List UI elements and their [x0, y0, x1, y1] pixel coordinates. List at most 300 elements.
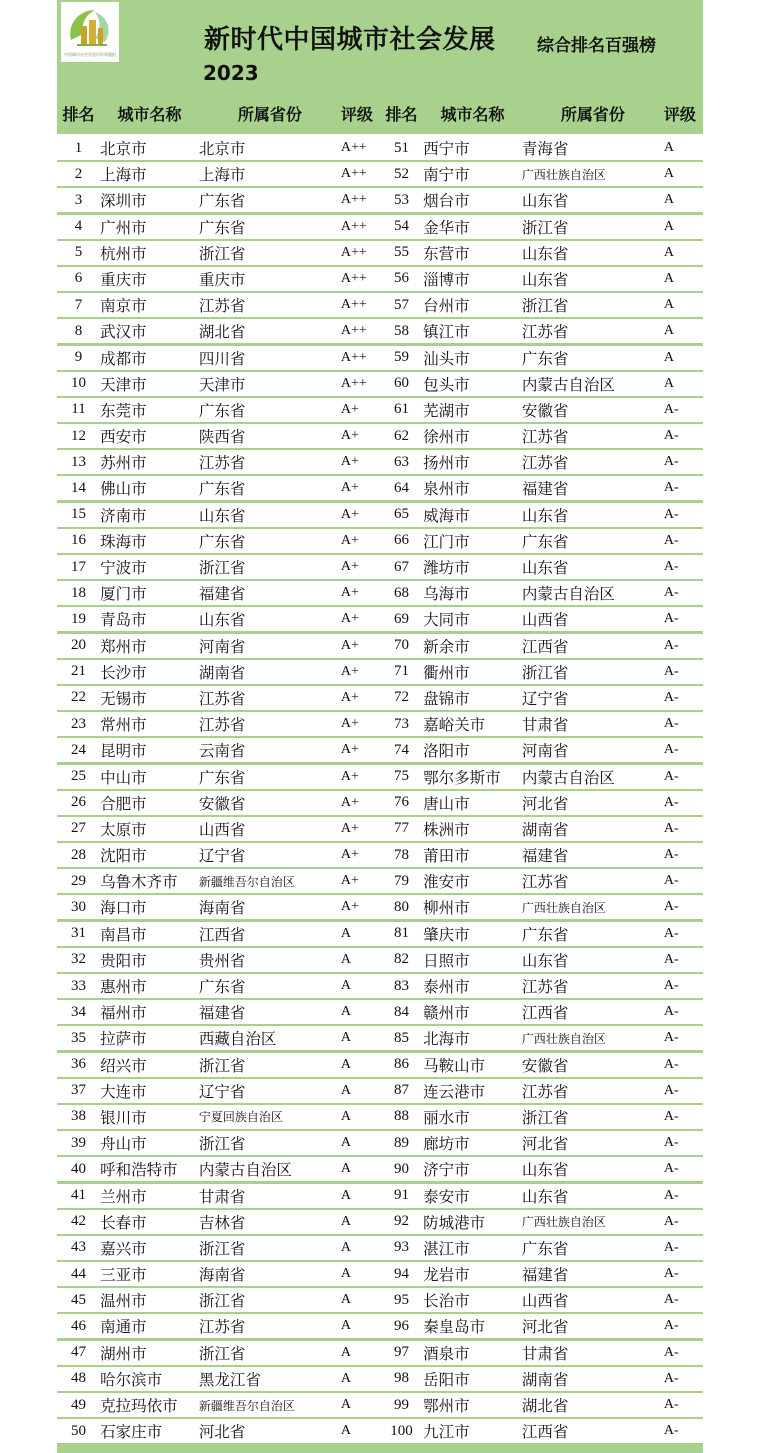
grade-cell: A+	[340, 454, 359, 470]
rank-cell: 35	[71, 1029, 87, 1046]
table-row	[57, 424, 703, 448]
rank-cell: 27	[71, 820, 87, 837]
city-cell: 兰州市	[100, 1187, 147, 1206]
province-cell: 安徽省	[521, 1056, 569, 1075]
rank-cell: 77	[394, 820, 410, 837]
grade-cell: A+	[340, 716, 359, 732]
rank-cell: 37	[71, 1082, 87, 1099]
province-cell: 四川省	[198, 349, 246, 368]
city-cell: 新余市	[423, 637, 470, 656]
grade-cell: A-	[663, 925, 679, 941]
city-cell: 赣州市	[423, 1004, 470, 1023]
grade-cell: A-	[663, 663, 679, 679]
grade-cell: A+	[340, 611, 359, 627]
province-cell: 山东省	[521, 1161, 569, 1180]
grade-cell: A-	[663, 716, 679, 732]
grade-cell: A	[340, 1318, 351, 1334]
header-city: 城市名称	[440, 104, 505, 124]
grade-cell: A-	[663, 637, 679, 653]
table-row	[57, 1184, 703, 1208]
table-row	[57, 1210, 703, 1234]
grade-cell: A-	[663, 1266, 679, 1282]
city-cell: 南京市	[100, 297, 147, 316]
province-cell: 广西壮族自治区	[521, 167, 606, 182]
province-cell: 福建省	[521, 480, 569, 499]
rank-cell: 53	[394, 191, 410, 208]
table-row	[57, 607, 703, 631]
province-cell: 湖南省	[521, 1370, 569, 1389]
grade-cell: A+	[340, 820, 359, 836]
city-cell: 武汉市	[100, 323, 147, 342]
province-cell: 浙江省	[198, 1056, 246, 1075]
province-cell: 山东省	[521, 244, 569, 263]
table-row	[57, 1000, 703, 1024]
grade-cell: A+	[340, 663, 359, 679]
province-cell: 江苏省	[521, 873, 569, 892]
city-cell: 烟台市	[423, 192, 470, 211]
rank-cell: 100	[390, 1422, 413, 1439]
city-cell: 常州市	[100, 716, 147, 735]
city-cell: 湖州市	[100, 1344, 147, 1363]
rank-cell: 51	[394, 139, 410, 156]
city-cell: 廊坊市	[423, 1135, 470, 1154]
rank-cell: 65	[394, 506, 410, 523]
province-cell: 福建省	[521, 847, 569, 866]
province-cell: 山东省	[521, 951, 569, 970]
grade-cell: A+	[340, 899, 359, 915]
city-cell: 洛阳市	[423, 742, 470, 761]
province-cell: 天津市	[198, 375, 246, 394]
header-province: 所属省份	[237, 104, 302, 124]
rank-cell: 68	[394, 584, 410, 601]
table-row	[57, 843, 703, 867]
rank-cell: 71	[394, 663, 410, 680]
province-cell: 山东省	[521, 1187, 569, 1206]
city-cell: 天津市	[100, 375, 147, 394]
table-row	[57, 346, 703, 370]
table-row	[57, 974, 703, 998]
rank-cell: 4	[74, 218, 83, 235]
rank-cell: 18	[71, 584, 87, 601]
province-cell: 江苏省	[521, 1082, 569, 1101]
table-row	[57, 1341, 703, 1365]
header-grade: 评级	[663, 104, 696, 124]
grade-cell: A+	[340, 847, 359, 863]
city-cell: 包头市	[423, 375, 470, 394]
rank-cell: 81	[394, 925, 410, 942]
grade-cell: A	[340, 951, 351, 967]
rank-cell: 76	[394, 794, 410, 811]
table-row	[57, 1393, 703, 1417]
grade-cell: A	[340, 1239, 351, 1255]
rank-cell: 34	[71, 1003, 87, 1020]
city-cell: 拉萨市	[100, 1030, 147, 1049]
rank-cell: 6	[74, 270, 83, 287]
rank-cell: 55	[394, 244, 410, 261]
rank-cell: 9	[74, 349, 83, 365]
rank-cell: 69	[394, 610, 410, 627]
rank-cell: 79	[394, 872, 410, 889]
rank-cell: 42	[71, 1213, 87, 1230]
grade-cell: A	[340, 1082, 351, 1098]
city-cell: 惠州市	[100, 978, 147, 996]
city-cell: 株洲市	[423, 820, 470, 839]
province-cell: 海南省	[198, 1266, 246, 1285]
table-row	[57, 1367, 703, 1391]
province-cell: 广西壮族自治区	[521, 900, 606, 915]
rank-cell: 47	[71, 1344, 87, 1361]
rank-cell: 12	[71, 427, 87, 444]
rank-cell: 64	[394, 479, 410, 496]
city-cell: 长春市	[100, 1213, 147, 1232]
rank-cell: 1	[74, 139, 83, 156]
grade-cell: A	[340, 1187, 351, 1203]
grade-cell: A	[340, 1370, 351, 1386]
table-row	[57, 1236, 703, 1260]
grade-cell: A-	[663, 873, 679, 889]
rank-cell: 85	[394, 1029, 410, 1046]
page-subtitle: 综合排名百强榜	[537, 36, 656, 56]
grade-cell: A	[340, 1397, 351, 1412]
rank-cell: 23	[71, 715, 87, 732]
table-row	[57, 1157, 703, 1181]
rank-cell: 38	[71, 1108, 87, 1125]
table-row	[57, 1419, 703, 1443]
rank-cell: 63	[394, 453, 410, 470]
table-row	[57, 634, 703, 658]
grade-cell: A++	[340, 349, 367, 365]
table-row	[57, 503, 703, 527]
grade-cell: A++	[340, 166, 367, 182]
city-cell: 银川市	[100, 1108, 147, 1127]
city-cell: 贵阳市	[100, 951, 147, 970]
province-cell: 湖南省	[198, 663, 246, 682]
province-cell: 河南省	[521, 742, 569, 761]
grade-cell: A	[340, 1004, 351, 1020]
province-cell: 云南省	[198, 742, 246, 761]
rank-cell: 46	[71, 1317, 87, 1334]
table-row	[57, 869, 703, 893]
table-row	[57, 319, 703, 343]
rank-cell: 83	[394, 977, 410, 994]
province-cell: 福建省	[198, 585, 246, 604]
province-cell: 福建省	[521, 1266, 569, 1285]
grade-cell: A-	[663, 1161, 679, 1177]
city-cell: 防城港市	[423, 1213, 486, 1232]
city-cell: 泰州市	[423, 978, 470, 996]
grade-cell: A	[340, 978, 351, 993]
city-cell: 长治市	[423, 1292, 470, 1311]
rank-cell: 86	[394, 1056, 410, 1073]
city-cell: 石家庄市	[100, 1423, 163, 1442]
grade-cell: A++	[340, 140, 367, 155]
rank-cell: 17	[71, 558, 87, 575]
table-row	[57, 1026, 703, 1050]
city-cell: 马鞍山市	[423, 1056, 486, 1075]
header-grade: 评级	[340, 104, 373, 124]
province-cell: 浙江省	[198, 244, 246, 263]
city-cell: 北京市	[100, 140, 147, 158]
province-cell: 福建省	[198, 1004, 246, 1023]
rank-cell: 28	[71, 846, 87, 863]
table-row	[57, 1105, 703, 1129]
rank-cell: 99	[394, 1396, 410, 1413]
rank-cell: 33	[71, 977, 87, 994]
city-cell: 岳阳市	[423, 1370, 470, 1389]
rank-cell: 50	[71, 1422, 87, 1439]
rank-cell: 21	[71, 663, 87, 680]
table-row	[57, 765, 703, 789]
city-cell: 成都市	[100, 349, 147, 368]
province-cell: 广西壮族自治区	[521, 1031, 606, 1046]
rank-cell: 40	[71, 1160, 87, 1177]
city-cell: 江门市	[423, 532, 470, 551]
rank-cell: 54	[394, 218, 410, 235]
province-cell: 浙江省	[198, 1135, 246, 1154]
grade-cell: A-	[663, 951, 679, 967]
header-city: 城市名称	[117, 104, 182, 124]
province-cell: 重庆市	[198, 270, 246, 289]
grade-cell: A-	[663, 401, 679, 417]
province-cell: 内蒙古自治区	[521, 375, 615, 394]
rank-cell: 11	[71, 401, 86, 418]
rank-cell: 20	[71, 637, 87, 654]
province-cell: 甘肃省	[521, 1344, 569, 1363]
table-row	[57, 1079, 703, 1103]
city-cell: 杭州市	[100, 244, 147, 263]
grade-cell: A	[663, 270, 674, 286]
rank-cell: 48	[71, 1370, 87, 1387]
rank-cell: 82	[394, 951, 410, 968]
table-row	[57, 738, 703, 762]
province-cell: 新疆维吾尔自治区	[198, 874, 295, 889]
province-cell: 辽宁省	[521, 689, 569, 708]
rank-cell: 67	[394, 558, 410, 575]
header-rank: 排名	[62, 104, 95, 124]
rank-cell: 98	[394, 1370, 410, 1387]
city-cell: 沈阳市	[100, 847, 147, 866]
rank-cell: 93	[394, 1239, 410, 1256]
city-cell: 嘉兴市	[100, 1239, 147, 1258]
table-row	[57, 1314, 703, 1338]
city-cell: 芜湖市	[423, 401, 470, 420]
grade-cell: A	[340, 1266, 351, 1282]
table-header-row	[57, 92, 703, 136]
province-cell: 广东省	[198, 768, 246, 787]
province-cell: 西藏自治区	[198, 1030, 277, 1049]
city-cell: 镇江市	[423, 323, 470, 342]
city-cell: 鄂尔多斯市	[423, 768, 501, 787]
city-cell: 南通市	[100, 1318, 147, 1337]
city-cell: 绍兴市	[100, 1056, 147, 1075]
grade-cell: A-	[663, 1397, 679, 1412]
grade-cell: A-	[663, 1292, 679, 1308]
province-cell: 山西省	[521, 611, 569, 630]
header	[57, 0, 703, 92]
grade-cell: A++	[340, 270, 367, 286]
city-cell: 莆田市	[423, 847, 470, 866]
grade-cell: A	[663, 244, 674, 260]
table-row	[57, 162, 703, 186]
grade-cell: A-	[663, 585, 679, 601]
province-cell: 甘肃省	[521, 716, 569, 735]
city-cell: 温州市	[100, 1292, 147, 1311]
grade-cell: A-	[663, 454, 679, 470]
city-cell: 珠海市	[100, 532, 147, 551]
grade-cell: A-	[663, 742, 679, 758]
grade-cell: A++	[340, 323, 367, 339]
grade-cell: A-	[663, 689, 679, 705]
header-province: 所属省份	[560, 104, 625, 124]
rank-cell: 92	[394, 1213, 410, 1230]
province-cell: 辽宁省	[198, 1082, 246, 1101]
city-cell: 衢州市	[423, 663, 470, 682]
city-cell: 龙岩市	[423, 1266, 470, 1285]
rank-cell: 97	[394, 1344, 410, 1361]
grade-cell: A	[663, 323, 674, 339]
grade-cell: A++	[340, 375, 367, 391]
grade-cell: A-	[663, 1318, 679, 1334]
province-cell: 山东省	[521, 559, 569, 577]
logo	[61, 2, 119, 62]
city-cell: 西宁市	[423, 140, 470, 158]
rank-cell: 73	[394, 715, 410, 732]
province-cell: 河北省	[521, 1318, 569, 1337]
city-cell: 唐山市	[423, 794, 470, 813]
province-cell: 湖北省	[521, 1397, 569, 1415]
page-title: 新时代中国城市社会发展	[204, 25, 496, 55]
city-cell: 济宁市	[423, 1161, 470, 1180]
city-cell: 哈尔滨市	[100, 1370, 163, 1389]
city-cell: 重庆市	[100, 270, 147, 289]
province-cell: 河南省	[198, 637, 246, 656]
city-cell: 福州市	[100, 1004, 147, 1023]
province-cell: 黑龙江省	[198, 1370, 261, 1389]
table-row	[57, 712, 703, 736]
grade-cell: A-	[663, 847, 679, 863]
province-cell: 江苏省	[521, 323, 569, 342]
city-cell: 肇庆市	[423, 925, 470, 944]
table-row	[57, 660, 703, 684]
rank-cell: 22	[71, 689, 87, 706]
city-cell: 秦皇岛市	[423, 1318, 486, 1337]
table-row	[57, 215, 703, 239]
rank-cell: 66	[394, 532, 410, 549]
province-cell: 山西省	[198, 820, 246, 839]
city-cell: 上海市	[100, 166, 147, 185]
province-cell: 江西省	[521, 637, 569, 656]
rank-cell: 49	[71, 1396, 87, 1413]
rank-cell: 60	[394, 375, 410, 392]
table-row	[57, 398, 703, 422]
grade-cell: A+	[340, 401, 359, 417]
province-cell: 辽宁省	[198, 847, 246, 866]
grade-cell: A+	[340, 506, 359, 522]
province-cell: 内蒙古自治区	[521, 585, 615, 604]
grade-cell: A	[663, 375, 674, 391]
province-cell: 湖南省	[521, 820, 569, 839]
city-cell: 西安市	[100, 428, 147, 447]
rank-cell: 96	[394, 1317, 410, 1334]
city-cell: 北海市	[423, 1030, 470, 1049]
header-rank: 排名	[385, 104, 418, 124]
rank-cell: 14	[71, 479, 87, 496]
province-cell: 广东省	[198, 978, 246, 996]
grade-cell: A	[340, 1161, 351, 1177]
rank-cell: 7	[74, 296, 83, 313]
rank-cell: 91	[394, 1187, 410, 1203]
province-cell: 江苏省	[521, 428, 569, 447]
rank-cell: 74	[394, 741, 410, 758]
grade-cell: A	[340, 1213, 351, 1229]
table-row	[57, 817, 703, 841]
city-cell: 三亚市	[100, 1266, 147, 1285]
rank-cell: 90	[394, 1160, 410, 1177]
rank-cell: 8	[74, 322, 83, 339]
grade-cell: A+	[340, 689, 359, 705]
grade-cell: A++	[340, 297, 367, 313]
city-cell: 青岛市	[100, 611, 147, 630]
city-cell: 鄂州市	[423, 1397, 470, 1415]
rank-cell: 15	[71, 506, 87, 523]
province-cell: 浙江省	[521, 297, 569, 316]
rank-cell: 78	[394, 846, 410, 863]
table-row	[57, 686, 703, 710]
city-cell: 淮安市	[423, 873, 470, 892]
city-cell: 徐州市	[423, 428, 470, 447]
table-row	[57, 372, 703, 396]
city-cell: 长沙市	[100, 663, 147, 682]
city-cell: 乌海市	[423, 585, 470, 604]
table-row	[57, 241, 703, 265]
table-body	[57, 136, 703, 1443]
table-row	[57, 791, 703, 815]
province-cell: 浙江省	[198, 1344, 246, 1363]
grade-cell: A-	[663, 428, 679, 444]
grade-cell: A++	[340, 218, 367, 234]
city-cell: 太原市	[100, 820, 147, 839]
province-cell: 浙江省	[198, 559, 246, 577]
grade-cell: A	[340, 1135, 351, 1151]
grade-cell: A+	[340, 637, 359, 653]
city-cell: 嘉峪关市	[423, 716, 486, 735]
rank-cell: 16	[71, 532, 87, 549]
city-cell: 扬州市	[423, 454, 470, 473]
province-cell: 安徽省	[521, 401, 569, 420]
province-cell: 江苏省	[521, 978, 569, 996]
rank-cell: 19	[71, 610, 87, 627]
rank-cell: 52	[394, 165, 410, 182]
grade-cell: A-	[663, 899, 679, 915]
rank-cell: 56	[394, 270, 410, 287]
grade-cell: A-	[663, 532, 679, 548]
province-cell: 广东省	[198, 401, 246, 420]
grade-cell: A	[663, 192, 674, 208]
city-cell: 郑州市	[100, 637, 147, 656]
rank-cell: 80	[394, 898, 410, 915]
province-cell: 安徽省	[198, 794, 246, 813]
rank-cell: 36	[71, 1056, 87, 1073]
grade-cell: A-	[663, 1187, 679, 1203]
city-cell: 中山市	[100, 768, 147, 787]
table-row	[57, 1262, 703, 1286]
rank-cell: 61	[394, 401, 410, 418]
city-cell: 金华市	[423, 218, 470, 237]
province-cell: 江西省	[521, 1423, 569, 1442]
grade-cell: A+	[340, 794, 359, 810]
table-row	[57, 450, 703, 474]
province-cell: 浙江省	[198, 1292, 246, 1311]
